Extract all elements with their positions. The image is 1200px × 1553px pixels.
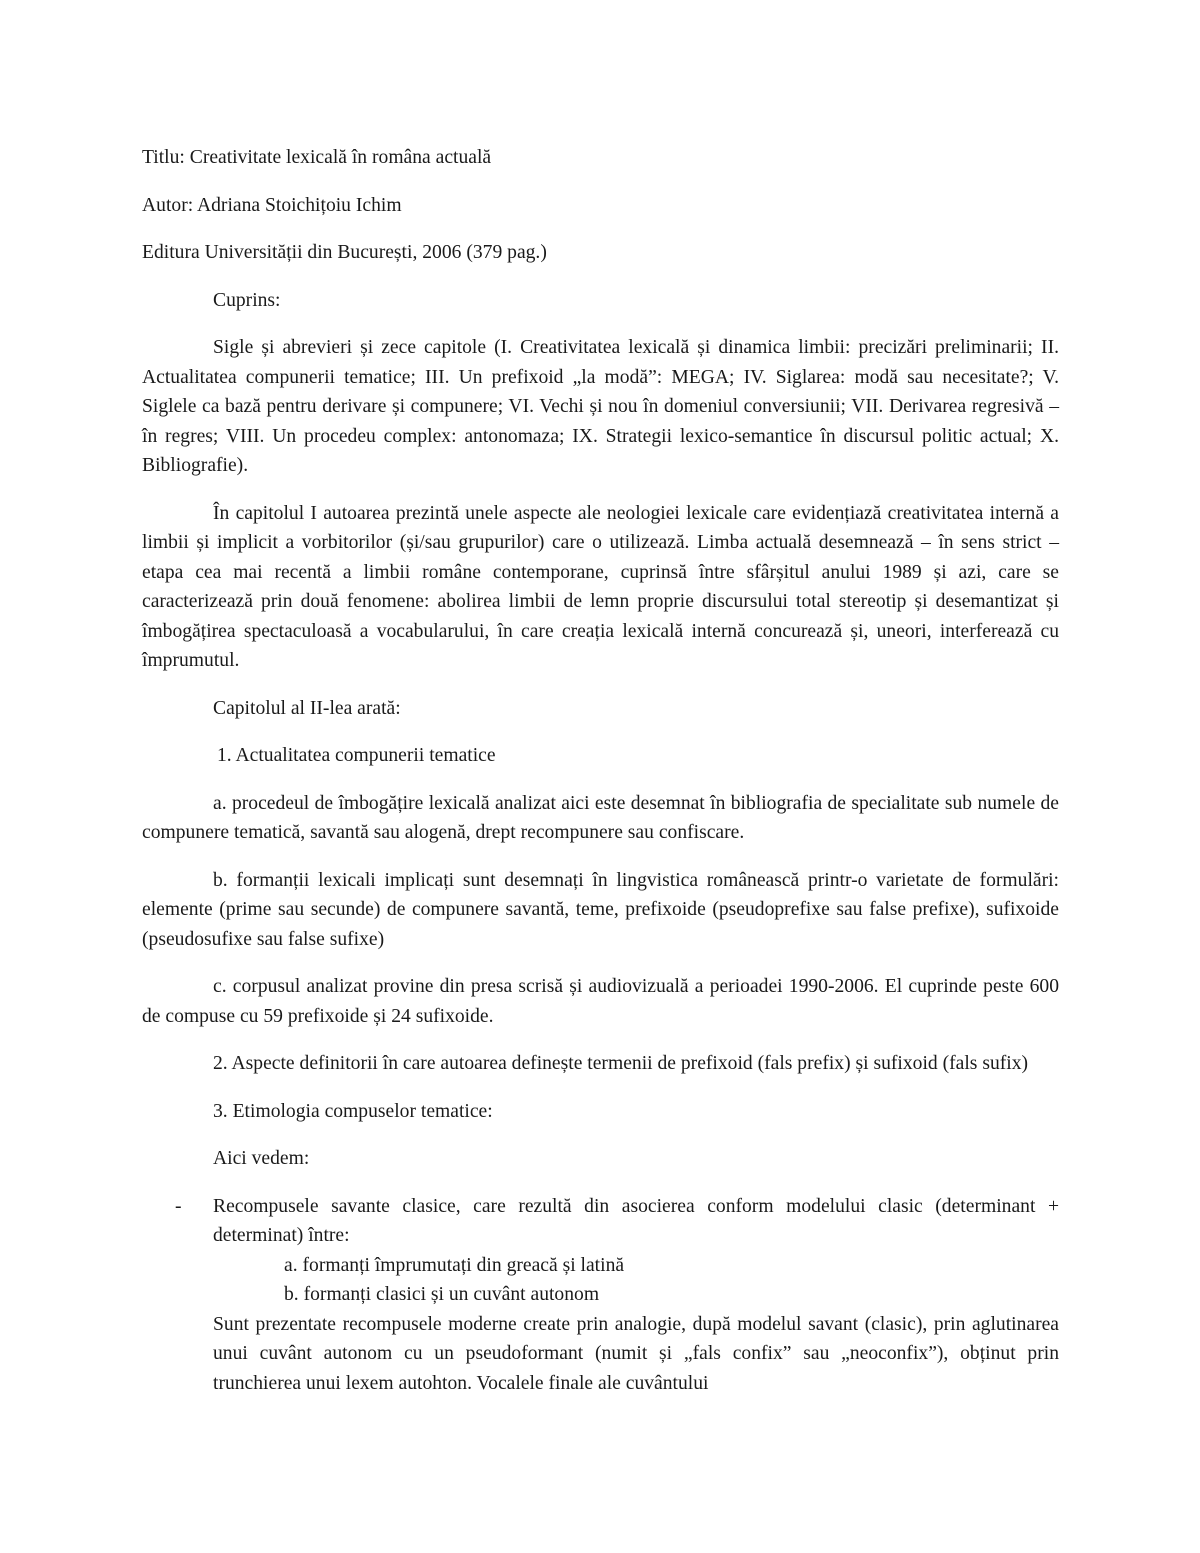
chapter2-heading: Capitolul al II-lea arată: xyxy=(213,697,401,719)
publisher-line: Editura Universității din București, 2006 (379 pag.) xyxy=(142,242,547,263)
point1-b-paragraph: b. formanții lexicali implicați sunt desemnați în lingvistica românească printr-o varietate de formulări: elemente (prime sau secunde) de compunere savantă, teme, prefixoide (pseudoprefixe sau false prefixe), sufixoide (pseudosufixe sau false sufixe) xyxy=(142,869,1059,950)
point1-c-paragraph: c. corpusul analizat provine din presa scrisă și audiovizuală a perioadei 1990-2006. El cuprinde peste 600 de compuse cu 59 prefixoide și 24 sufixoide. xyxy=(142,976,1059,1027)
sub-list-item: a. formanți împrumutați din greacă și latină xyxy=(284,1254,625,1276)
bullet-list-item xyxy=(142,1192,1059,1251)
point1-a-paragraph: a. procedeul de îmbogățire lexicală analizat aici este desemnat în bibliografia de specialitate sub numele de compunere tematică, savantă sau alogenă, drept recompunere sau confiscare. xyxy=(142,792,1059,843)
sub-list xyxy=(142,1251,1059,1310)
contents-heading: Cuprins: xyxy=(213,289,281,311)
point3-heading: 3. Etimologia compuselor tematice: xyxy=(213,1100,493,1122)
chapter1-paragraph: În capitolul I autoarea prezintă unele aspecte ale neologiei lexicale care evidențiază creativitatea internă a limbii și implicit a vorbitorilor (și/sau grupurilor) care o utilizează. Limba actuală desemnează – în sens strict – etapa cea mai recentă a limbii române contemporane, cuprinsă între sfârșitul anului 1989 și azi, care se caracterizează prin două fenomene: abolirea limbii de lemn proprie discursului total stereotip și desemantizat și îmbogățirea spectaculoasă a vocabularului, în care creația lexicală internă concurează și, uneori, interferează cu împrumutul. xyxy=(142,502,1059,671)
bullet-dash: - xyxy=(175,1195,182,1217)
document-body xyxy=(142,143,1059,1398)
sub-list-item: b. formanți clasici și un cuvânt autonom xyxy=(284,1284,600,1305)
contents-paragraph: Sigle și abrevieri și zece capitole (I. Creativitatea lexicală și dinamica limbii: precizări preliminarii; II. Actualitatea compunerii tematice; III. Un prefixoid „la modă”: MEGA; IV. Siglarea: modă sau necesitate?; V. Siglele ca bază pentru derivare și compunere; VI. Vechi și nou în domeniul conversiunii; VII. Derivarea regresivă – în regres; VIII. Un procedeu complex: antonomaza; IX. Strategii lexico-semantice în discursul politic actual; X. Bibliografie). xyxy=(142,337,1059,476)
here-we-see-line: Aici vedem: xyxy=(213,1148,310,1169)
bullet-text: Recompusele savante clasice, care rezultă din asocierea conform modelului clasic (determinant + determinat) între: xyxy=(213,1195,1059,1246)
point2-paragraph: 2. Aspecte definitorii în care autoarea definește termenii de prefixoid (fals prefix) și sufixoid (fals sufix) xyxy=(213,1053,1029,1074)
point1-heading: 1. Actualitatea compunerii tematice xyxy=(217,745,496,766)
continuation-paragraph: Sunt prezentate recompusele moderne create prin analogie, după modelul savant (clasic), prin aglutinarea unui cuvânt autonom cu un pseudoformant (numit și „fals confix” sau „neoconfix”), obținut prin trunchierea unui lexem autohton. Vocalele finale ale cuvântului xyxy=(213,1313,1059,1394)
author-line: Autor: Adriana Stoichițoiu Ichim xyxy=(142,194,402,216)
title-line: Titlu: Creativitate lexicală în româna actuală xyxy=(142,147,492,168)
